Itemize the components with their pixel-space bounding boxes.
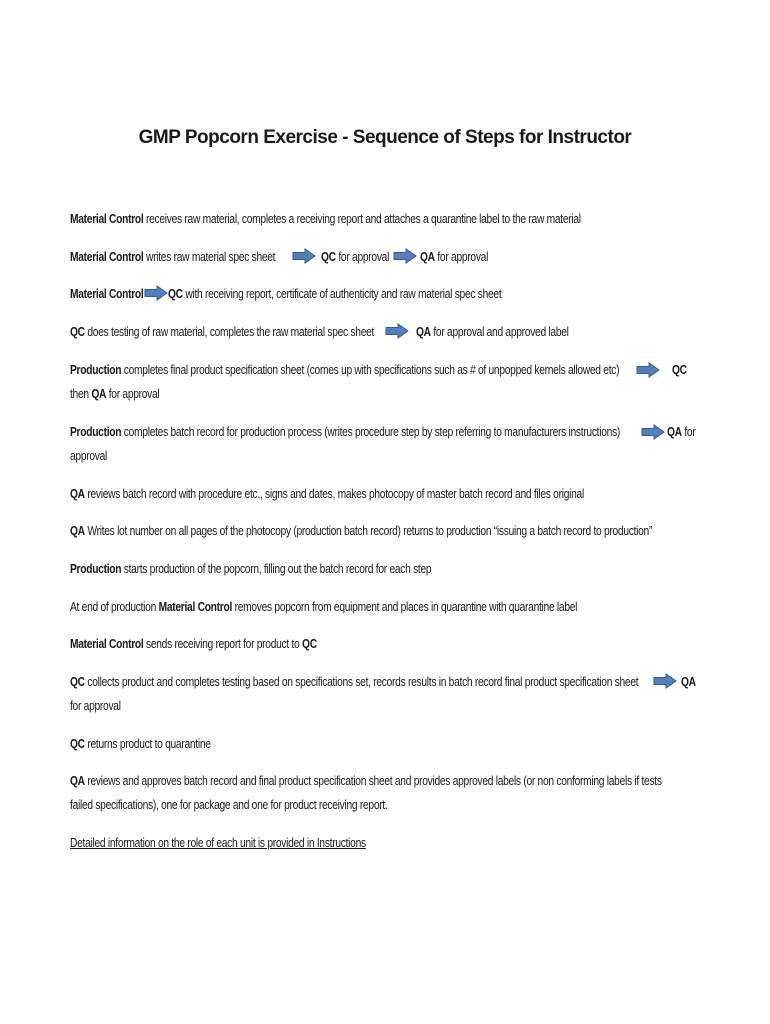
right-arrow-icon: [641, 424, 665, 440]
step-14-continued: [70, 797, 387, 813]
step-text: starts production of the popcorn, filling out the batch record for each step: [121, 562, 432, 576]
step-10: [70, 599, 577, 615]
actor-label: QC: [168, 287, 183, 301]
step-8: [70, 523, 652, 539]
step-text: reviews batch record with procedure etc., signs and dates, makes photocopy of master batch record and files original: [84, 487, 584, 501]
step-text: returns product to quarantine: [84, 737, 211, 751]
actor-label: QA: [416, 325, 431, 339]
step-text: with receiving report, certificate of authenticity and raw material spec sheet: [182, 287, 502, 301]
step-text: failed specifications), one for package and one for product receiving report.: [70, 798, 388, 812]
step-4: [70, 324, 374, 340]
actor-label: Material Control: [158, 600, 233, 614]
actor-label: Production: [70, 363, 122, 377]
step-text: sends receiving report for product to: [143, 637, 303, 651]
actor-label: QA: [681, 675, 696, 689]
actor-label: QA: [91, 387, 107, 401]
step-6-continued: [70, 448, 107, 464]
right-arrow-icon: [144, 285, 168, 301]
step-text: receives raw material, completes a receiving report and attaches a quarantine label to the raw material: [143, 212, 581, 226]
actor-label: QC: [70, 675, 85, 689]
actor-label: QA: [667, 425, 682, 439]
step-text: completes final product specification sheet (comes up with specifications such as # of unpopped kernels allowed etc): [121, 363, 620, 377]
actor-label: Material Control: [70, 250, 144, 264]
step-text: for approval: [434, 250, 489, 264]
step-text: collects product and completes testing based on specifications set, records results in batch record final product specification sheet: [84, 675, 639, 689]
step-11: [70, 636, 317, 652]
step-6: [70, 424, 620, 440]
actor-label: QA: [70, 524, 85, 538]
step-5-continued: [70, 386, 159, 402]
step-text: removes popcorn from equipment and places in quarantine with quarantine label: [232, 600, 578, 614]
actor-label: QC: [70, 325, 85, 339]
actor-label: QC: [302, 637, 317, 651]
step-text: reviews and approves batch record and final product specification sheet and provides approved labels (or non conforming labels if tests: [84, 774, 662, 788]
actor-label: QA: [70, 774, 85, 788]
step-text: At end of production: [70, 600, 159, 614]
right-arrow-icon: [393, 248, 417, 264]
actor-label: QC: [321, 250, 336, 264]
step-12-target: [681, 674, 696, 690]
step-text: Writes lot number on all pages of the photocopy (production batch record) returns to production “issuing a batch record to production”: [84, 524, 653, 538]
step-13: [70, 736, 211, 752]
step-text: then: [70, 387, 92, 401]
step-7: [70, 486, 584, 502]
right-arrow-icon: [385, 323, 409, 339]
actor-label: QA: [70, 487, 85, 501]
step-text: for approval: [106, 387, 160, 401]
footer-note: Detailed information on the role of each unit is provided in Instructions: [70, 836, 366, 850]
right-arrow-icon: [636, 362, 660, 378]
right-arrow-icon: [653, 673, 677, 689]
actor-label: Material Control: [70, 637, 144, 651]
actor-label: Production: [70, 425, 122, 439]
step-5-target: [672, 362, 687, 378]
page-title: GMP Popcorn Exercise - Sequence of Steps for Instructor: [138, 127, 632, 148]
step-14: [70, 773, 662, 789]
step-text: for approval and approved label: [430, 325, 569, 339]
actor-label: QC: [70, 737, 85, 751]
step-2: [70, 249, 275, 265]
actor-label: QA: [420, 250, 435, 264]
step-text: writes raw material spec sheet: [143, 250, 276, 264]
step-12-continued: [70, 698, 121, 714]
actor-label: Material Control: [70, 287, 144, 301]
step-text: for approval: [70, 699, 121, 713]
step-5: [70, 362, 619, 378]
step-3: [70, 286, 143, 302]
actor-label: QC: [672, 363, 687, 377]
step-3-target: [168, 286, 501, 302]
right-arrow-icon: [292, 248, 316, 264]
step-6-target: [667, 424, 695, 440]
actor-label: Material Control: [70, 212, 144, 226]
actor-label: Production: [70, 562, 122, 576]
step-text: approval: [70, 449, 108, 463]
step-text: for: [681, 425, 696, 439]
step-text: does testing of raw material, completes the raw material spec sheet: [84, 325, 375, 339]
step-9: [70, 561, 431, 577]
step-2-target-qa: [420, 249, 488, 265]
step-4-target: [416, 324, 569, 340]
step-2-target-qc: [321, 249, 389, 265]
step-12: [70, 674, 638, 690]
step-text: for approval: [335, 250, 390, 264]
step-1: [70, 211, 581, 227]
step-text: completes batch record for production process (writes procedure step by step referring to manufacturers instructions): [121, 425, 621, 439]
